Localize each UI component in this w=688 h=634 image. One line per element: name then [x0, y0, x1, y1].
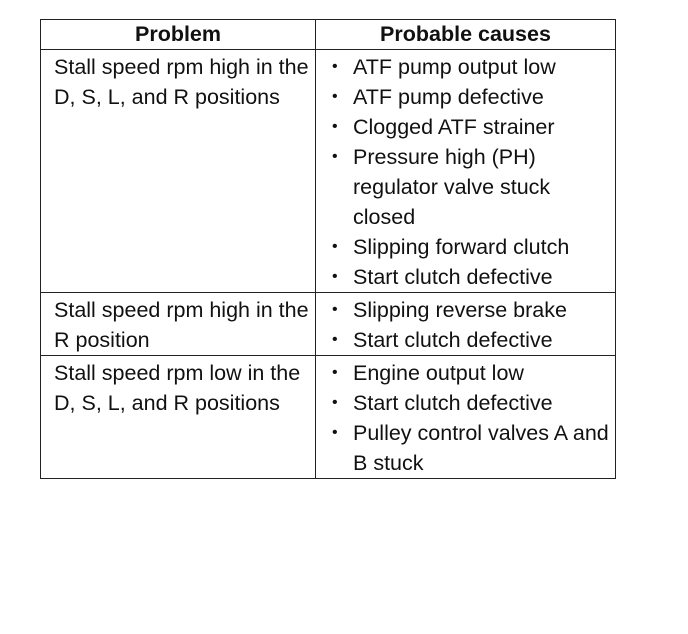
cause-text: Slipping forward clutch [353, 235, 570, 259]
header-probable-causes: Probable causes [316, 20, 616, 50]
cause-text: Engine output low [353, 361, 524, 385]
table-row [41, 50, 616, 293]
bullet-icon: • [332, 58, 338, 75]
cause-item [330, 112, 611, 142]
cause-list [330, 295, 611, 355]
bullet-icon: • [332, 268, 338, 285]
cause-item [330, 262, 611, 292]
causes-cell [316, 293, 616, 356]
table-body [41, 50, 616, 479]
cause-text: Pressure high (PH) regulator valve stuck closed [353, 145, 551, 229]
cause-item [330, 295, 611, 325]
cause-item [330, 52, 611, 82]
problem-cell: Stall speed rpm low in the D, S, L, and R positions [41, 356, 316, 479]
cause-list [330, 52, 611, 292]
cause-text: Start clutch defective [353, 328, 553, 352]
cause-text: Pulley control valves A and B stuck [353, 421, 609, 475]
cause-text: Start clutch defective [353, 265, 553, 289]
cause-item [330, 358, 611, 388]
cause-item [330, 142, 611, 232]
diagnosis-table [40, 19, 616, 479]
bullet-icon: • [332, 364, 338, 381]
cause-text: Slipping reverse brake [353, 298, 567, 322]
header-row [41, 20, 616, 50]
table-row [41, 293, 616, 356]
cause-item [330, 82, 611, 112]
cause-text: ATF pump defective [353, 85, 544, 109]
cause-list [330, 358, 611, 478]
table-header [41, 20, 616, 50]
causes-cell [316, 50, 616, 293]
bullet-icon: • [332, 148, 338, 165]
problem-cell: Stall speed rpm high in the R position [41, 293, 316, 356]
cause-item [330, 388, 611, 418]
problem-cell: Stall speed rpm high in the D, S, L, and R positions [41, 50, 316, 293]
cause-text: ATF pump output low [353, 55, 556, 79]
bullet-icon: • [332, 394, 338, 411]
cause-item [330, 325, 611, 355]
bullet-icon: • [332, 331, 338, 348]
bullet-icon: • [332, 118, 338, 135]
causes-cell [316, 356, 616, 479]
header-problem: Problem [41, 20, 316, 50]
cause-text: Clogged ATF strainer [353, 115, 555, 139]
cause-item [330, 418, 611, 478]
cause-text: Start clutch defective [353, 391, 553, 415]
table-row [41, 356, 616, 479]
bullet-icon: • [332, 301, 338, 318]
bullet-icon: • [332, 238, 338, 255]
bullet-icon: • [332, 424, 338, 441]
cause-item [330, 232, 611, 262]
bullet-icon: • [332, 88, 338, 105]
